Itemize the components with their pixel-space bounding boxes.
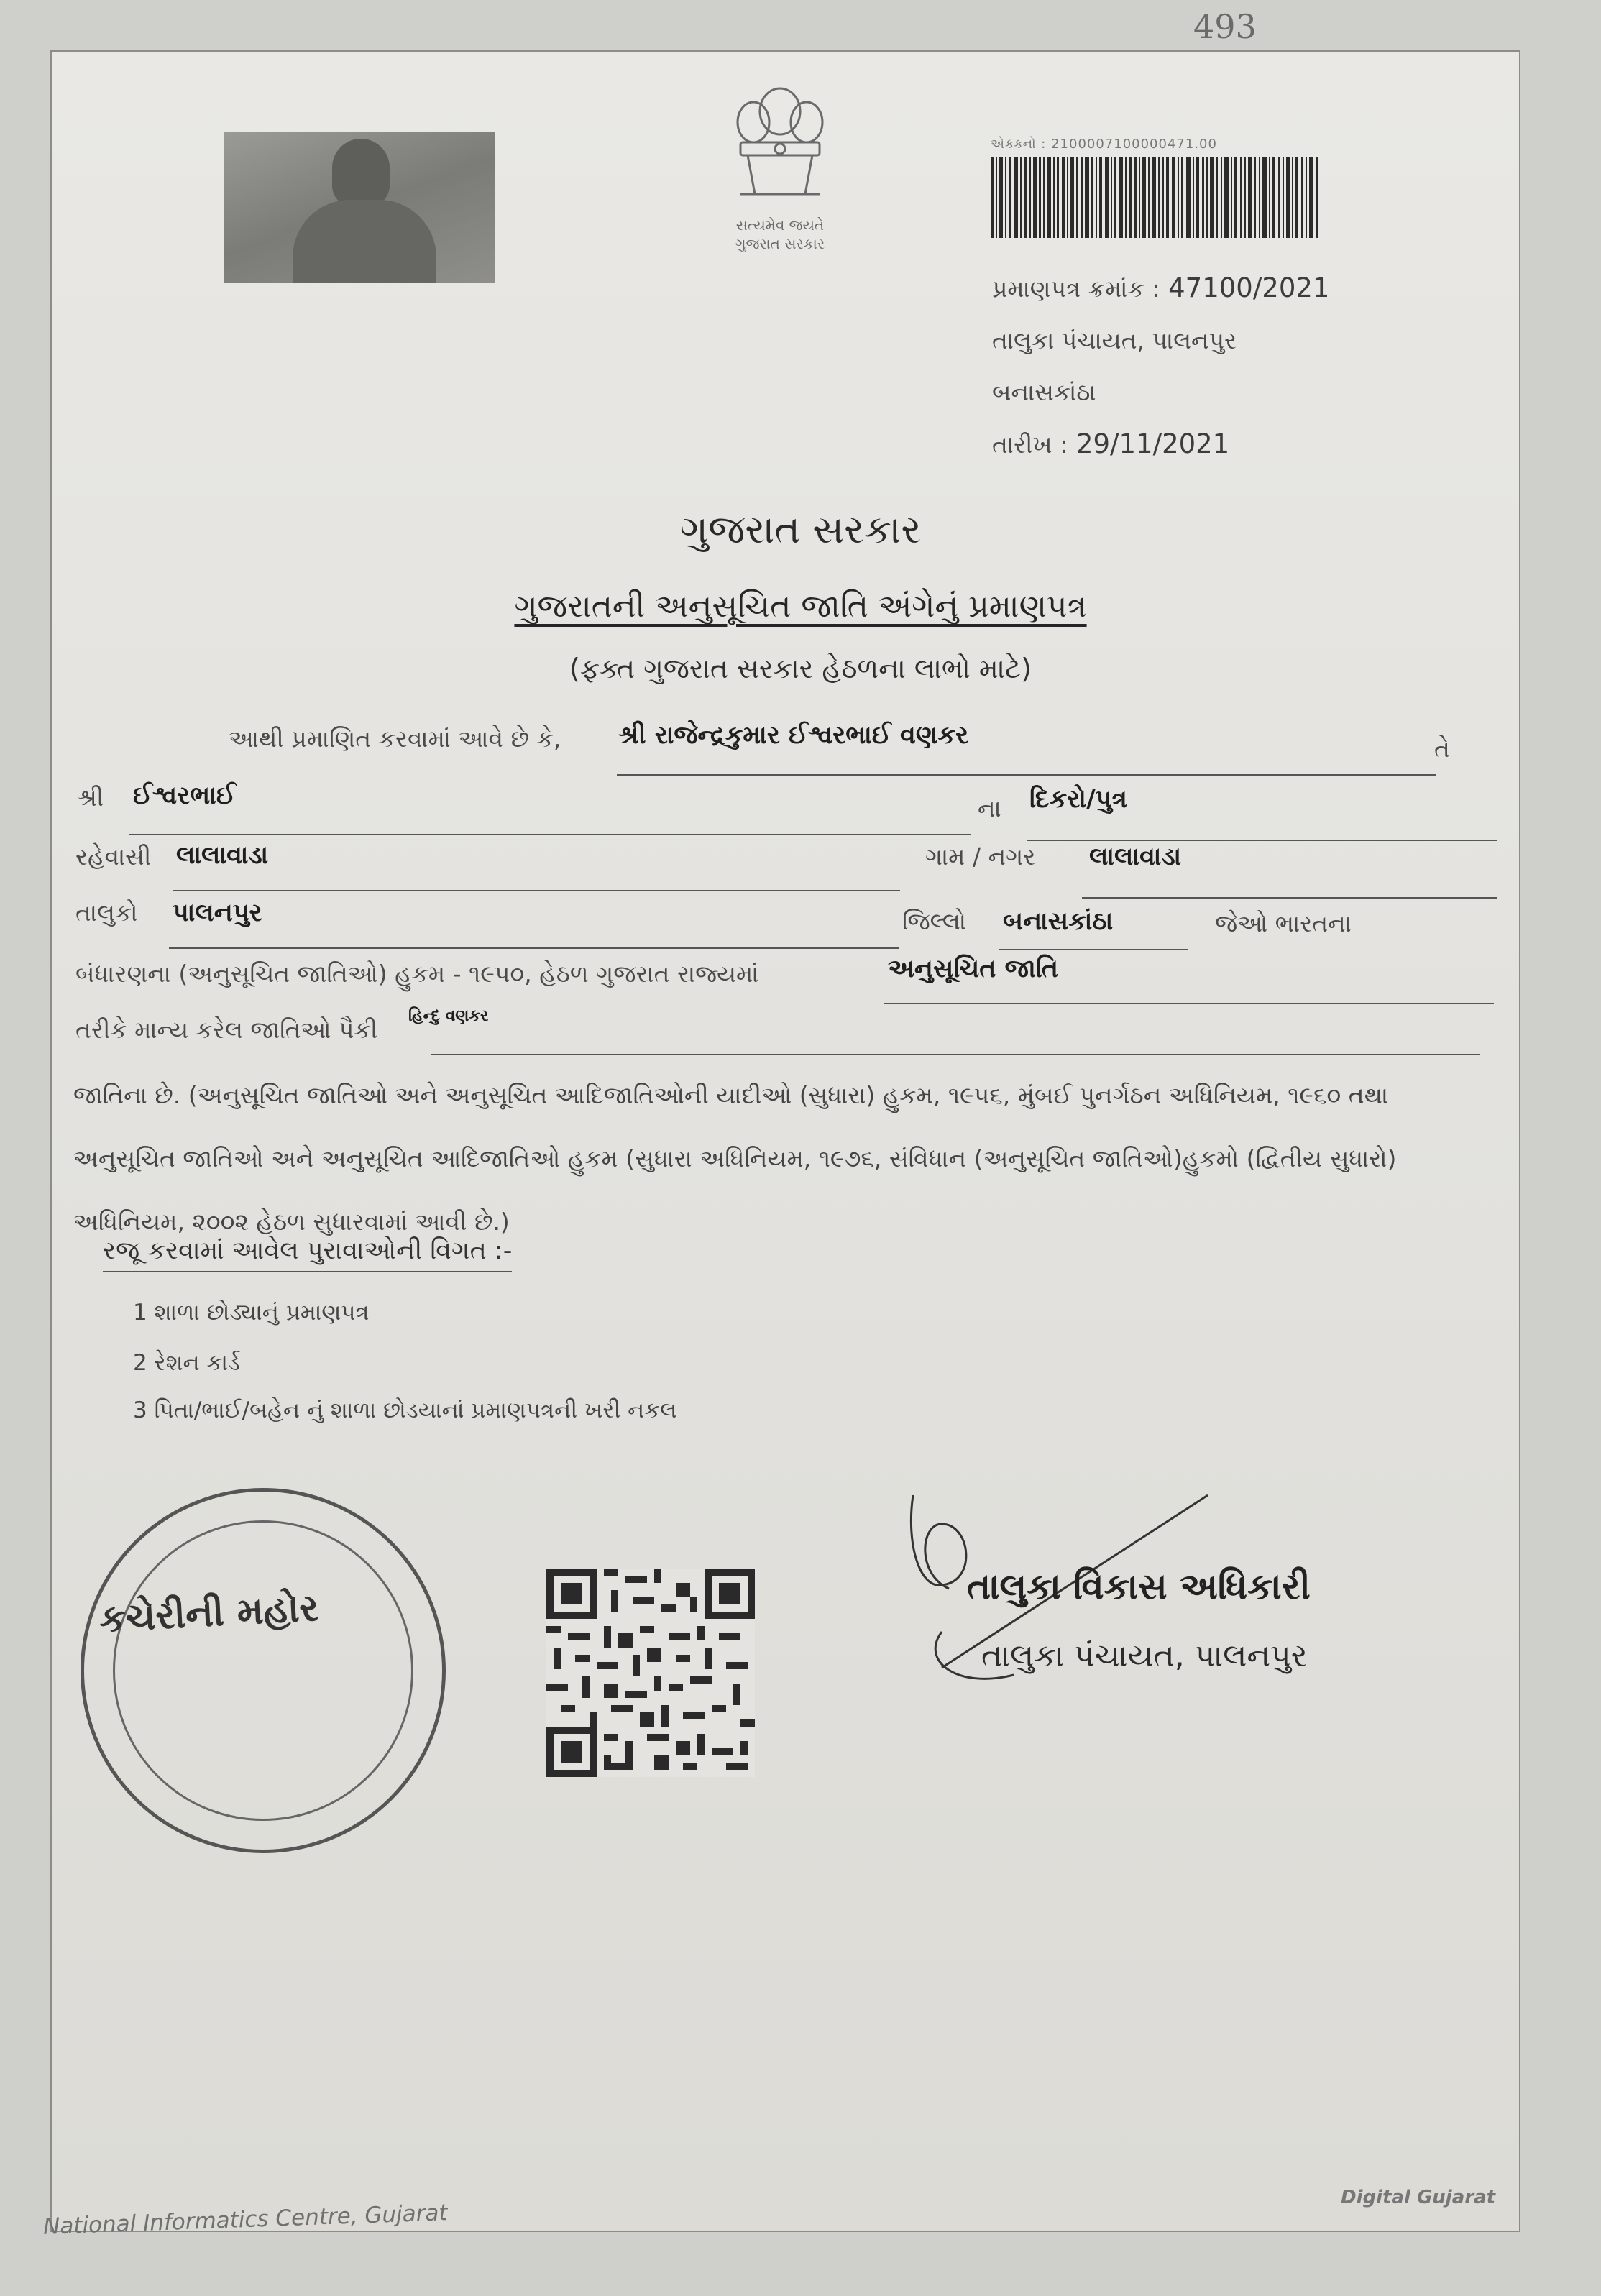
footer-digital-gujarat: Digital Gujarat <box>1341 2187 1496 2208</box>
office-seal <box>81 1488 446 1853</box>
state-emblem: સત્યમેવ જયતે ગુજરાત સરકાર <box>701 79 859 253</box>
evidence-item: 3 પિતા/ભાઈ/બહેન નું શાળા છોડયાનાં પ્રમાણપત્રની ખરી નકલ <box>133 1397 677 1423</box>
footer-nic: National Informatics Centre, Gujarat <box>42 2200 449 2240</box>
certificate-meta <box>992 262 1329 471</box>
qr-code <box>546 1569 755 1777</box>
date-row: તારીખ : 29/11/2021 <box>992 428 1230 459</box>
caste-value: હિન્દુ વણકર <box>408 1007 489 1025</box>
handwritten-mark: 493 <box>1193 7 1257 46</box>
district-value: બનાસકાંઠા <box>1003 907 1114 936</box>
applicant-photo <box>224 132 495 283</box>
evidence-item: 2 રેશન કાર્ડ <box>133 1350 240 1376</box>
certificate-title: ગુજરાતની અનુસૂચિત જાતિ અંગેનું પ્રમાણપત્ર <box>514 588 1087 625</box>
evidence-item: 1 શાળા છોડ્યાનું પ્રમાણપત્ર <box>133 1300 370 1326</box>
certificate-number: 47100/2021 <box>1168 272 1330 303</box>
resident-value: લાલાવાડા <box>176 841 269 870</box>
ashoka-emblem-icon <box>719 79 841 216</box>
village-value: લાલાવાડા <box>1089 842 1182 871</box>
government-title: ગુજરાત સરકાર <box>679 507 922 552</box>
father-name: ઈશ્વરભાઈ <box>133 781 236 810</box>
category-value: અનુસૂચિત જાતિ <box>888 955 1059 983</box>
relation: દિકરો/પુત્ર <box>1029 785 1128 814</box>
evidence-heading: રજૂ કરવામાં આવેલ પુરાવાઓની વિગત :- <box>103 1236 512 1272</box>
office-line-2: બનાસકાંઠા <box>992 378 1096 406</box>
seal-text: કચેરીની મહોર <box>98 1586 320 1641</box>
ack-number: એક્ક્નો : 2100007100000471.00 <box>991 137 1217 152</box>
certificate-note: (ફક્ત ગુજરાત સરકાર હેઠળના લાભો માટે) <box>569 653 1032 684</box>
certificate-number-row: પ્રમાણપત્ર ક્રમાંક : 47100/2021 <box>992 272 1330 303</box>
issue-date: 29/11/2021 <box>1075 428 1230 459</box>
barcode-block <box>991 137 1321 241</box>
constitution-label: બંધારણના (અનુસૂચિત જાતિઓ) હુકમ - ૧૯૫૦, હેઠળ ગુજરાત રાજ્યમાં <box>75 960 759 988</box>
taluka-value: પાલનપુર <box>173 899 262 927</box>
certify-label: આથી પ્રમાણિત કરવામાં આવે છે કે, <box>229 725 561 753</box>
signatory-title: તાલુકા વિકાસ અધિકારી <box>967 1566 1311 1607</box>
applicant-name: શ્રી રાજેન્દ્રકુમાર ઈશ્વરભાઈ વણકર <box>618 721 969 750</box>
signatory-office: તાલુકા પંચાયત, પાલનપુર <box>981 1638 1308 1674</box>
office-line-1: તાલુકા પંચાયત, પાલનપુર <box>992 326 1237 354</box>
legal-paragraph: જાતિના છે. (અનુસૂચિત જાતિઓ અને અનુસૂચિત આદિજાતિઓની યાદીઓ (સુધારા) હુકમ, ૧૯૫૬, મુંબઈ પુનર્ગઠન અધિનિયમ, ૧૯૬૦ તથા અનુસૂચિત જાતિઓ અને અનુસૂચિત આદિજાતિઓ હુકમ (સુધારા અધિનિયમ, ૧૯૭૬, સંવિધાન (અનુસૂચિત જાતિઓ)હુકમો (દ્વિતીય સુધારો) અધિનિયમ, ૨૦૦૨ હેઠળ સુધારવામાં આવી છે.) <box>73 1081 1397 1236</box>
barcode <box>991 157 1318 238</box>
